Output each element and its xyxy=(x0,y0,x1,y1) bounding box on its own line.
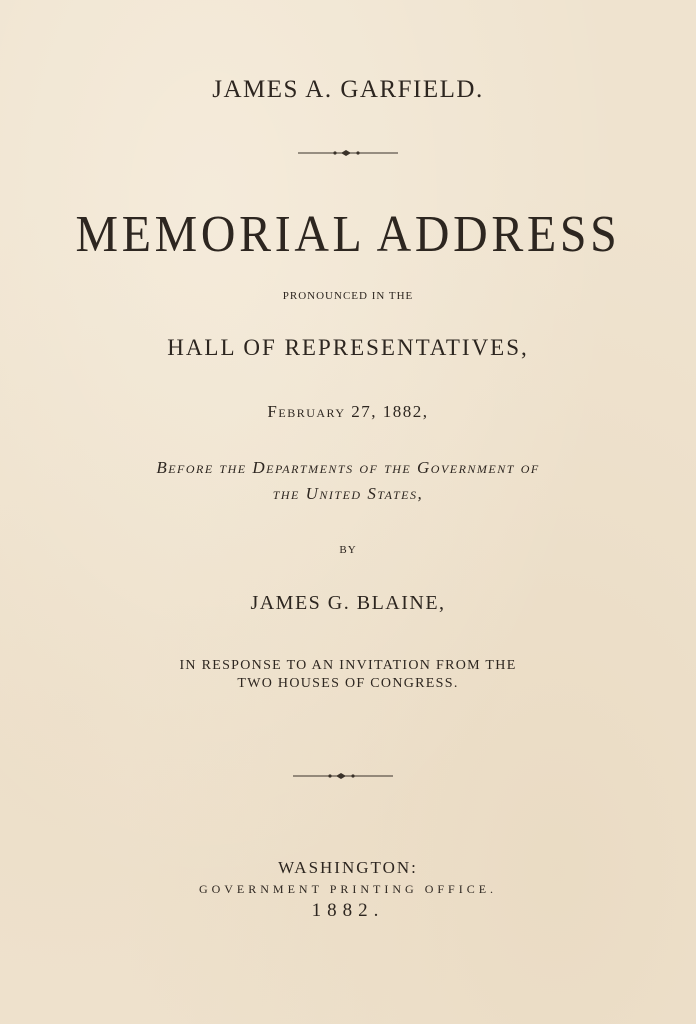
imprint-year: 1882. xyxy=(311,900,385,921)
by-text: BY xyxy=(339,544,357,556)
response-line1: IN RESPONSE TO AN INVITATION FROM THE xyxy=(179,658,517,673)
pronounced-text: PRONOUNCED IN THE xyxy=(282,290,414,302)
response-line2: TWO HOUSES OF CONGRESS. xyxy=(237,676,459,691)
before-departments-line1: Before the Departments of the Government of xyxy=(156,458,540,477)
imprint-city: WASHINGTON: xyxy=(278,858,418,877)
before-departments-line2: the United States, xyxy=(272,484,424,503)
date-text: February 27, 1882, xyxy=(267,402,429,421)
page-title: MEMORIAL ADDRESS xyxy=(75,206,621,263)
subject-name: JAMES A. GARFIELD. xyxy=(212,76,484,103)
imprint-office: GOVERNMENT PRINTING OFFICE. xyxy=(198,882,498,896)
rule-diamond-ornament-icon xyxy=(298,148,398,158)
hall-text: HALL OF REPRESENTATIVES, xyxy=(167,335,529,360)
author-name: JAMES G. BLAINE, xyxy=(250,592,446,614)
rule-diamond-ornament-icon xyxy=(293,771,393,781)
